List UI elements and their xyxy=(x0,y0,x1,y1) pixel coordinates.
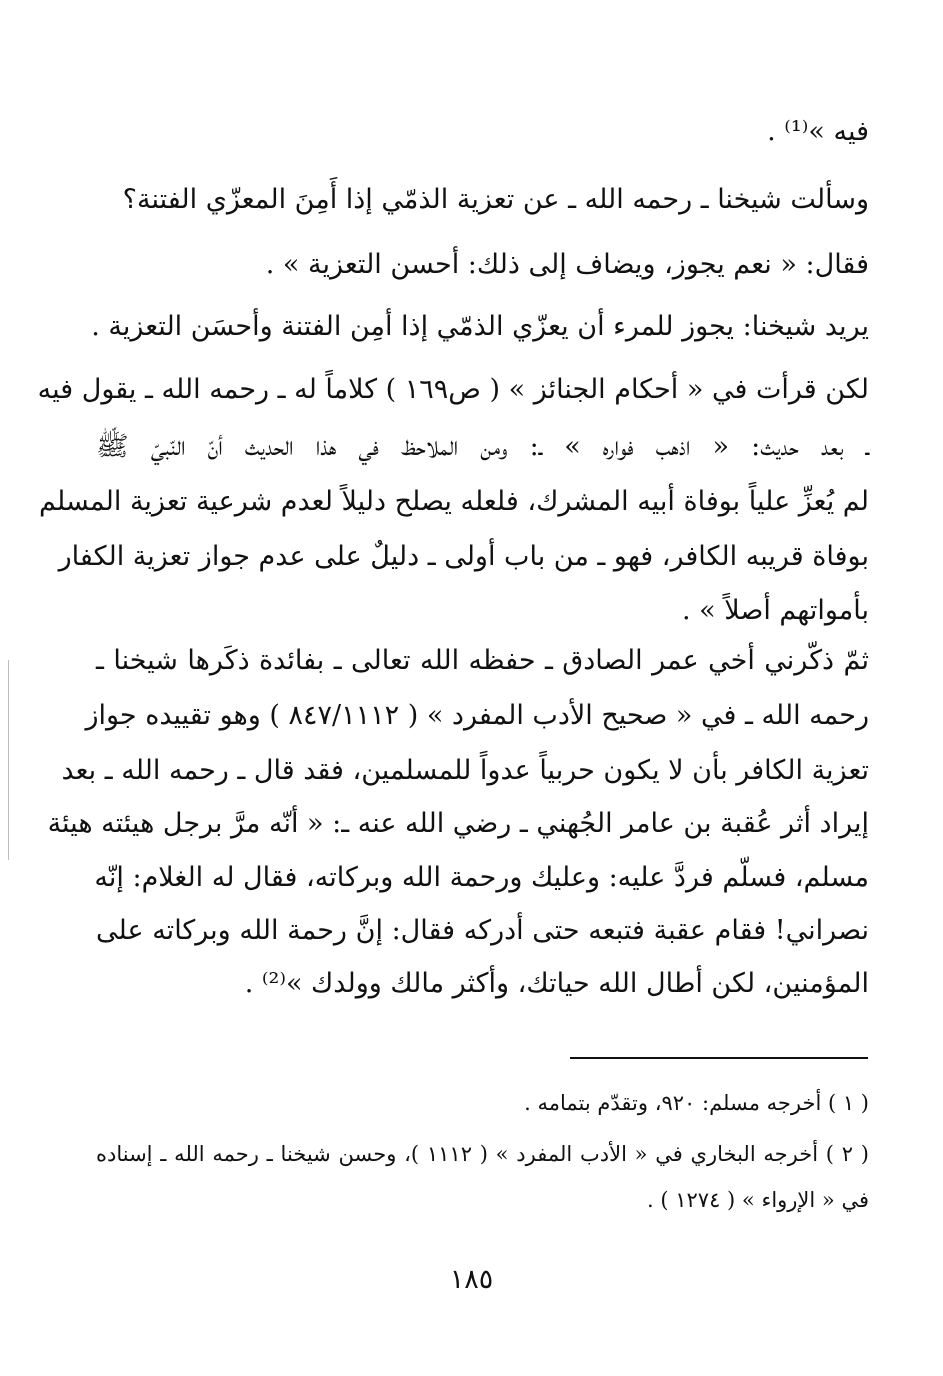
body-line: فيه »⁽¹⁾ . xyxy=(767,116,869,147)
body-line: نصراني! فقام عقبة فتبعه حتى أدركه فقال: إنَّ رحمة الله وبركاته على xyxy=(96,915,869,946)
body-line: مسلم، فسلّم فردَّ عليه: وعليك ورحمة الله وبركاته، فقال له الغلام: إنّه xyxy=(94,862,869,893)
body-line: لكن قرأت في « أحكام الجنائز » ( ص١٦٩ ) كلاماً له ـ رحمه الله ـ يقول فيه xyxy=(37,374,869,405)
footnote-line: ( ٢ ) أخرجه البخاري في « الأدب المفرد » ( ١١١٢ )، وحسن شيخنا ـ رحمه الله ـ إسناده xyxy=(96,1142,869,1166)
footnote-line: في « الإرواء » ( ١٢٧٤ ) . xyxy=(647,1188,869,1212)
body-line: تعزية الكافر بأن لا يكون حربياً عدواً للمسلمين، فقد قال ـ رحمه الله ـ بعد xyxy=(61,755,869,786)
body-line: المؤمنين، لكن أطال الله حياتك، وأكثر مالك وولدك »⁽²⁾ . xyxy=(244,968,869,999)
body-line: رحمه الله ـ في « صحيح الأدب المفرد » ( ٨٤٧/١١١٢ ) وهو تقييده جواز xyxy=(85,700,869,731)
body-line: فقال: « نعم يجوز، ويضاف إلى ذلك: أحسن التعزية » . xyxy=(265,249,869,280)
body-line: بوفاة قريبه الكافر، فهو ـ من باب أولى ـ دليلٌ على عدم جواز تعزية الكفار xyxy=(58,541,869,572)
body-line: ـ بعد حديث: « اذهب فواره » ـ: ومن الملاحظ في هذا الحديث أنّ النّبيّ ﷺ xyxy=(96,431,869,462)
page-number: ١٨٥ xyxy=(449,1264,494,1295)
body-line: يريد شيخنا: يجوز للمرء أن يعزّي الذمّي إذا أمِن الفتنة وأحسَن التعزية . xyxy=(91,311,869,342)
body-line: لم يُعزِّ علياً بوفاة أبيه المشرك، فلعله يصلح دليلاً لعدم شرعية تعزية المسلم xyxy=(39,486,869,517)
footnote-line: ( ١ ) أخرجه مسلم: ٩٢٠، وتقدّم بتمامه . xyxy=(524,1091,869,1115)
scan-gutter-line xyxy=(8,660,9,860)
body-line: إيراد أثر عُقبة بن عامر الجُهني ـ رضي الله عنه ـ: « أنّه مرَّ برجل هيئته هيئة xyxy=(47,808,869,839)
body-line: ثمّ ذكّرني أخي عمر الصادق ـ حفظه الله تعالى ـ بفائدة ذكَرها شيخنا ـ xyxy=(96,645,869,676)
body-line: وسألت شيخنا ـ رحمه الله ـ عن تعزية الذمّي إذا أَمِنَ المعزّي الفتنة؟ xyxy=(122,184,869,215)
body-line: بأمواتهم أصلاً » . xyxy=(682,595,869,626)
footnotes xyxy=(37,0,869,1240)
